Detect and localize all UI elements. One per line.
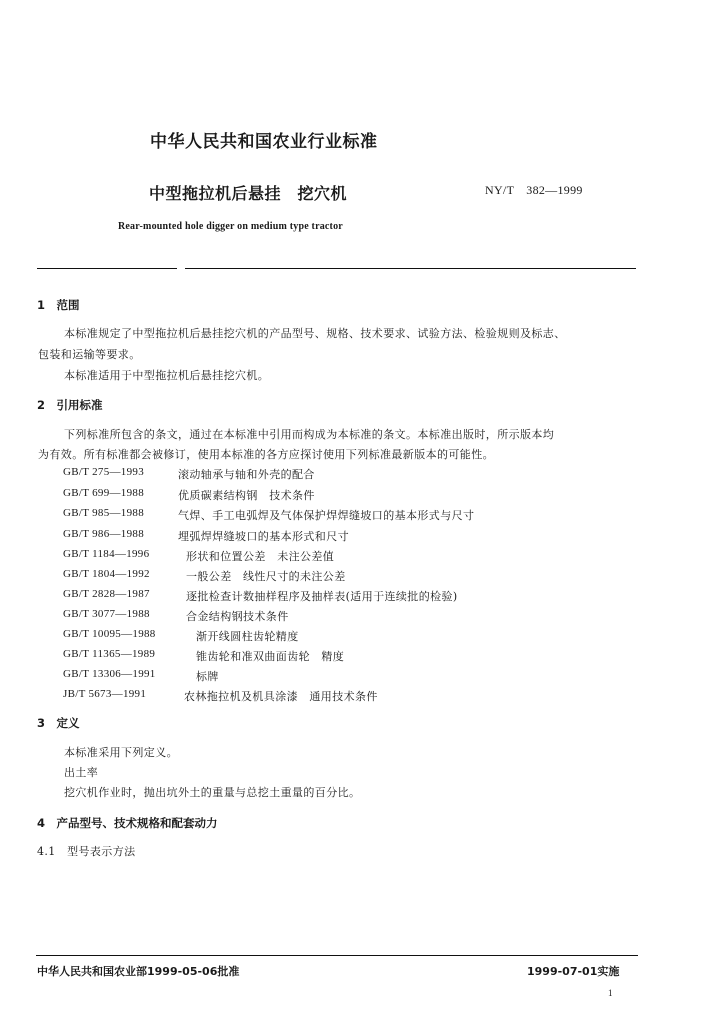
- reference-code: GB/T 10095—1988: [63, 628, 156, 640]
- reference-title: 锥齿轮和准双曲面齿轮 精度: [196, 650, 345, 663]
- document-title: 中型拖拉机后悬挂 挖穴机: [149, 184, 348, 203]
- section-3-heading: 3 定义: [37, 716, 80, 730]
- section-2-intro-line-2: 为有效。所有标准都会被修订，使用本标准的各方应探讨使用下列标准最新版本的可能性。: [38, 448, 494, 461]
- section-1-paragraph-1-line-1: 本标准规定了中型拖拉机后悬挂挖穴机的产品型号、规格、技术要求、试验方法、检验规则及标志、: [64, 327, 566, 340]
- section-4-heading: 4 产品型号、技术规格和配套动力: [37, 816, 218, 830]
- section-2-heading: 2 引用标准: [37, 398, 103, 412]
- footer-rule: [36, 955, 638, 956]
- section-1-paragraph-2: 本标准适用于中型拖拉机后悬挂挖穴机。: [64, 369, 270, 382]
- reference-code: GB/T 986—1988: [63, 528, 145, 540]
- effective-date: 1999-07-01实施: [527, 965, 620, 978]
- section-1-heading: 1 范围: [37, 298, 80, 312]
- header-rule-right: [185, 268, 636, 269]
- reference-code: GB/T 11365—1989: [63, 648, 156, 660]
- reference-title: 优质碳素结构钢 技术条件: [178, 489, 315, 502]
- document-title-english: Rear-mounted hole digger on medium type tractor: [118, 221, 343, 232]
- reference-code: GB/T 13306—1991: [63, 668, 156, 680]
- section-3-intro: 本标准采用下列定义。: [64, 746, 178, 759]
- section-1-paragraph-1-line-2: 包装和运输等要求。: [38, 348, 141, 361]
- reference-code: GB/T 1804—1992: [63, 568, 150, 580]
- reference-code: GB/T 1184—1996: [63, 548, 150, 560]
- reference-code: GB/T 2828—1987: [63, 588, 150, 600]
- reference-title: 滚动轴承与轴和外壳的配合: [178, 468, 315, 481]
- header-rule-left: [37, 268, 177, 269]
- reference-title: 气焊、手工电弧焊及气体保护焊焊缝坡口的基本形式与尺寸: [178, 509, 475, 522]
- approval-line: 中华人民共和国农业部1999-05-06批准: [37, 965, 240, 978]
- standard-code: NY/T 382—1999: [485, 183, 583, 197]
- definition-text: 挖穴机作业时，抛出坑外土的重量与总挖土重量的百分比。: [64, 786, 361, 799]
- reference-code: GB/T 3077—1988: [63, 608, 150, 620]
- reference-code: JB/T 5673—1991: [63, 688, 147, 700]
- reference-title: 埋弧焊焊缝坡口的基本形式和尺寸: [178, 530, 349, 543]
- reference-title: 逐批检查计数抽样程序及抽样表(适用于连续批的检验): [186, 590, 458, 603]
- reference-title: 形状和位置公差 未注公差值: [186, 550, 335, 563]
- reference-title: 一般公差 线性尺寸的未注公差: [186, 570, 346, 583]
- page-number: 1: [608, 988, 613, 998]
- section-4-1-heading: 4.1 型号表示方法: [37, 845, 136, 858]
- definition-term: 出土率: [64, 766, 99, 779]
- reference-title: 合金结构钢技术条件: [186, 610, 289, 623]
- reference-title: 渐开线圆柱齿轮精度: [196, 630, 299, 643]
- reference-code: GB/T 699—1988: [63, 487, 145, 499]
- reference-code: GB/T 985—1988: [63, 507, 145, 519]
- section-2-intro-line-1: 下列标准所包含的条文，通过在本标准中引用而构成为本标准的条文。本标准出版时，所示版本均: [64, 428, 555, 441]
- reference-code: GB/T 275—1993: [63, 466, 145, 478]
- reference-title: 标牌: [196, 670, 219, 683]
- reference-title: 农林拖拉机及机具涂漆 通用技术条件: [184, 690, 378, 703]
- standard-category: 中华人民共和国农业行业标准: [150, 132, 378, 152]
